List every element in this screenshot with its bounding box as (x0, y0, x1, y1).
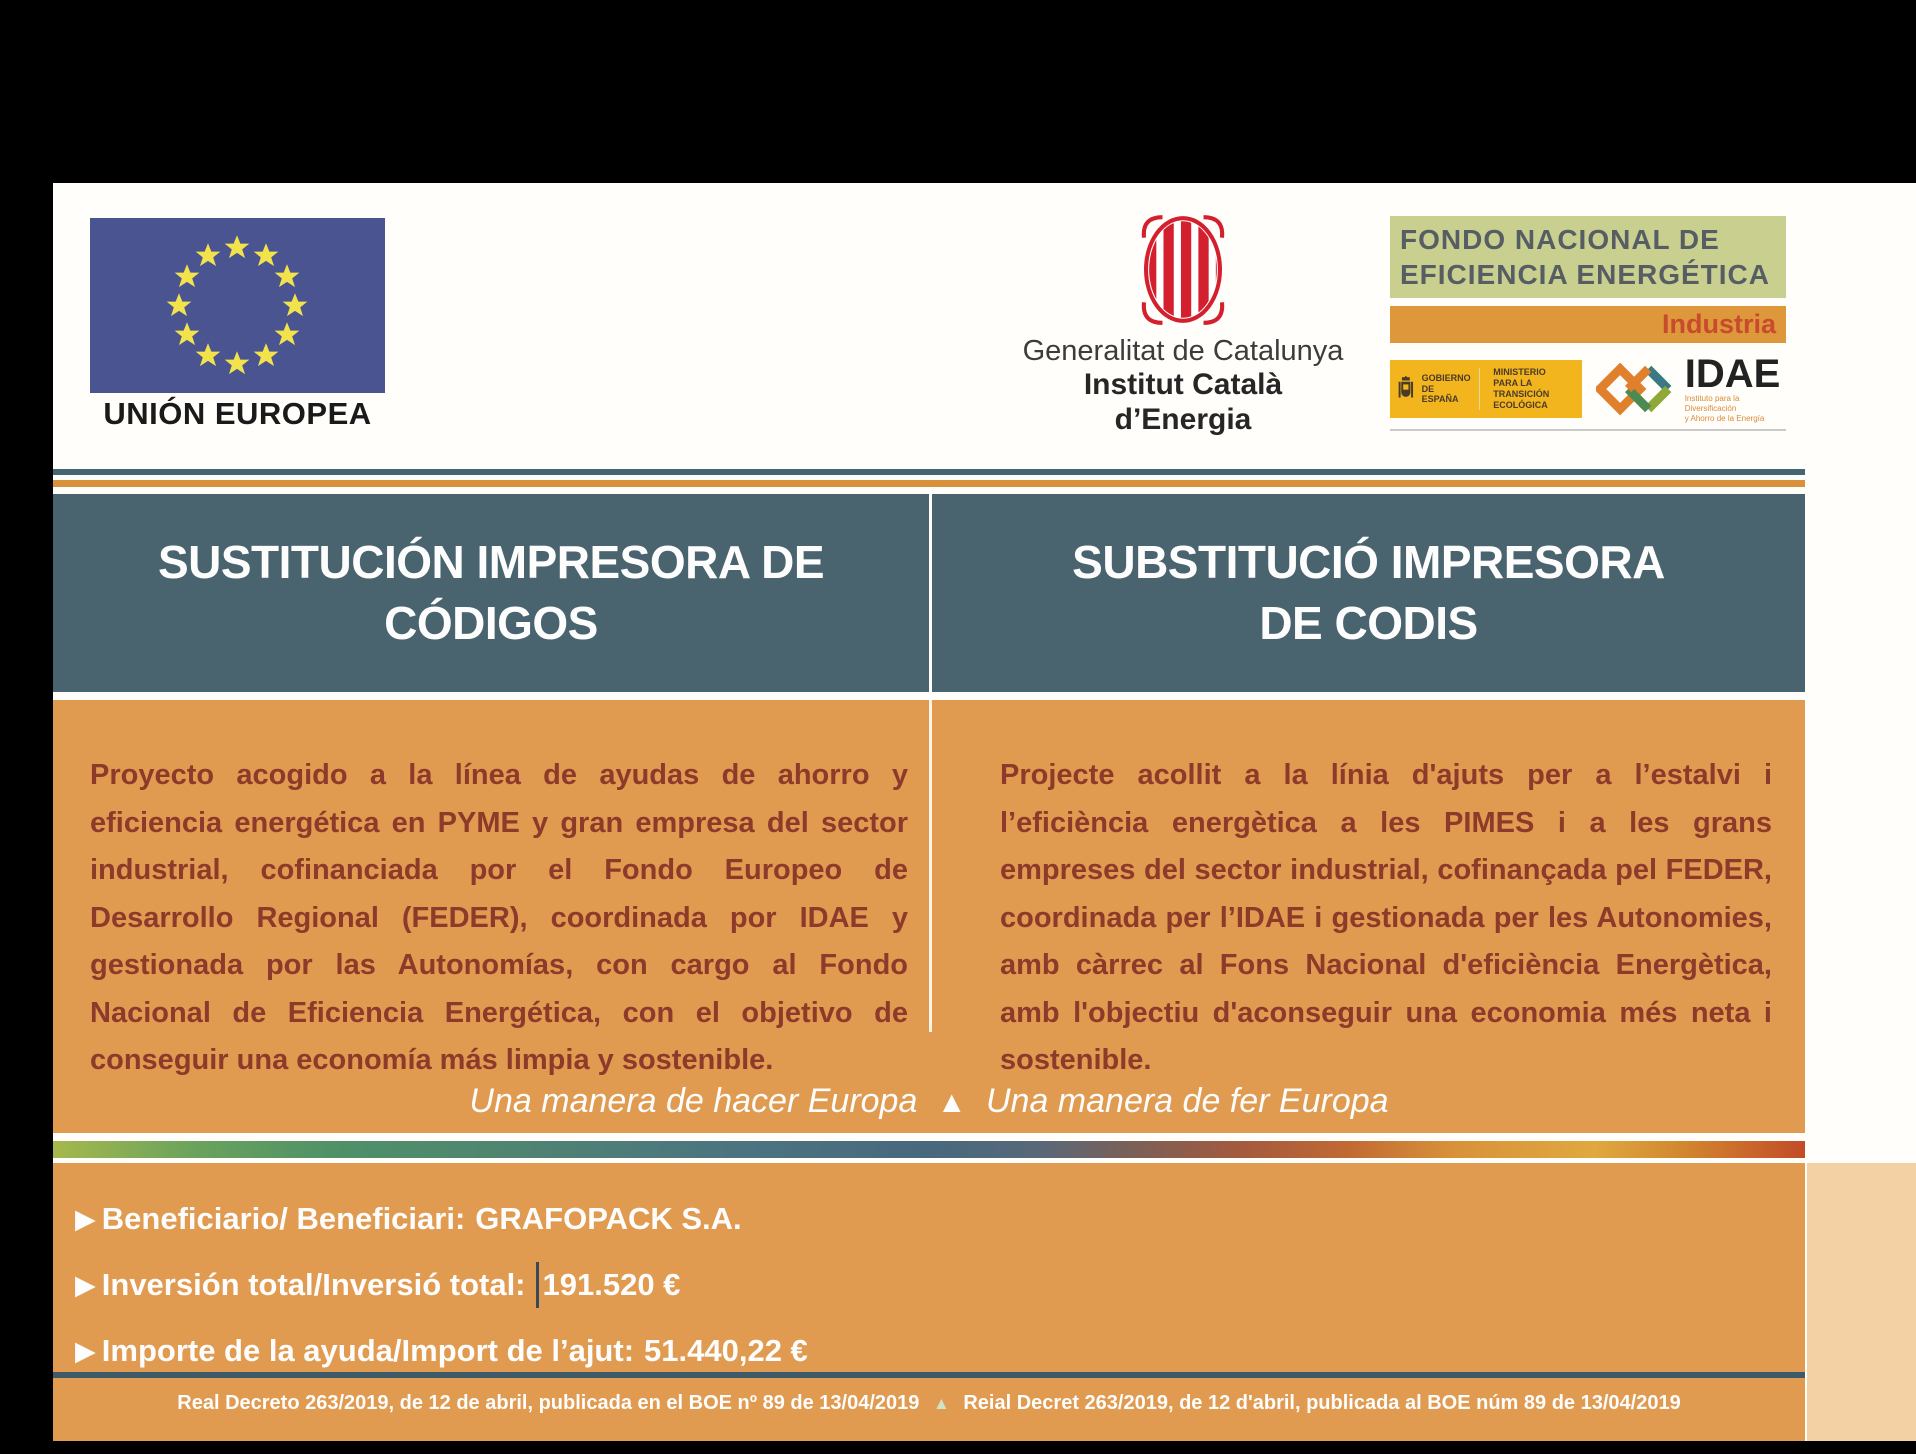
footer-rule (53, 1372, 1805, 1378)
column-divider (929, 700, 932, 1032)
eu-logo-block (90, 218, 385, 432)
generalitat-name: Generalitat de Catalunya (1022, 335, 1344, 367)
text-cursor[interactable] (536, 1262, 539, 1308)
peach-side-panel (1807, 1163, 1916, 1441)
fondo-title-line2: EFICIENCIA ENERGÉTICA (1400, 259, 1770, 290)
fondo-title-box (1390, 216, 1786, 298)
bottom-black-strip (0, 1441, 1916, 1454)
eu-label: UNIÓN EUROPEA (103, 396, 372, 431)
logo-header-row (53, 183, 1805, 469)
motto-catalan: Una manera de fer Europa (985, 1082, 1389, 1120)
bullet-triangle-icon: ▶ (75, 1269, 96, 1300)
document-page (53, 183, 1916, 1441)
title-es-line1: SUSTITUCIÓN IMPRESORA DE (157, 536, 825, 589)
fondo-underline (1390, 429, 1786, 431)
bullet-triangle-icon: ▶ (75, 1203, 96, 1234)
gobierno-label: GOBIERNO DE ESPAÑA (1421, 372, 1471, 405)
beneficiary-section (53, 1163, 1805, 1441)
bullet-triangle-icon: ▶ (75, 1335, 96, 1366)
title-ca-line1: SUBSTITUCIÓ IMPRESORA (1072, 536, 1665, 589)
idae-name: IDAE (1684, 352, 1781, 396)
aid-amount-label: Importe de la ayuda/Import de l’ajut: (101, 1333, 635, 1368)
industria-bar (1390, 306, 1786, 343)
idae-logo-icon (1596, 358, 1676, 420)
aid-amount-value: 51.440,22 € (644, 1333, 808, 1368)
fondo-logo-block (1390, 216, 1786, 431)
generalitat-emblem-icon (1131, 211, 1235, 329)
motto-separator-triangle-icon: ▲ (936, 1086, 967, 1119)
generalitat-logo-block (963, 211, 1403, 437)
title-es-line2: CÓDIGOS (384, 597, 598, 649)
description-section (53, 700, 1805, 1133)
investment-row (75, 1262, 680, 1308)
gobierno-espana-logo (1390, 360, 1582, 418)
title-spanish (53, 494, 929, 692)
idae-logo-block (1596, 354, 1786, 424)
government-logos-row (1390, 352, 1786, 423)
industria-label: Industria (1661, 309, 1776, 339)
eu-flag-icon (90, 218, 385, 393)
orange-hairline (53, 480, 1805, 487)
motto-line (53, 1082, 1805, 1121)
ministerio-label: MINISTERIO PARA LA TRANSICIÓN ECOLÓGICA (1493, 367, 1550, 410)
footer-decree-line (53, 1392, 1805, 1415)
beneficiary-row (75, 1196, 742, 1242)
teal-hairline (53, 469, 1805, 475)
energia-name: d’Energia (1114, 402, 1252, 436)
motto-spanish: Una manera de hacer Europa (469, 1082, 918, 1120)
institut-name: Institut Català (1083, 368, 1283, 401)
investment-value[interactable]: 191.520 € (542, 1267, 681, 1302)
beneficiary-label: Beneficiario/ Beneficiari: (101, 1201, 466, 1236)
footer-catalan: Reial Decret 263/2019, de 12 d'abril, publicada al BOE núm 89 de 13/04/2019 (963, 1392, 1681, 1414)
footer-spanish: Real Decreto 263/2019, de 12 de abril, publicada en el BOE nº 89 de 13/04/2019 (177, 1392, 920, 1414)
investment-label: Inversión total/Inversió total: (101, 1267, 526, 1302)
paragraph-catalan: Projecte acollit a la línia d'ajuts per a l’estalvi i l’eficiència energètica a les PIMES i a les grans empreses del sector industrial, cofinançada pel FEDER, coordinada per l’IDAE i gestionada per les Autonomies, amb càrrec al Fons Nacional d'eficiència Energètica, amb l'objectiu d'aconseguir una economia més neta i sostenible. (1000, 759, 1772, 1077)
footer-separator-triangle-icon: ▲ (932, 1394, 950, 1413)
aid-amount-row (75, 1328, 808, 1374)
beneficiary-value: GRAFOPACK S.A. (475, 1201, 742, 1236)
gradient-stripe (53, 1141, 1805, 1158)
content-column (53, 183, 1805, 1441)
paragraph-spanish: Proyecto acogido a la línea de ayudas de ahorro y eficiencia energética en PYME y gran empresa del sector industrial, cofinanciada por el Fondo Europeo de Desarrollo Regional (FEDER), coordinada por IDAE y gestionada por las Autonomías, con cargo al Fondo Nacional de Eficiencia Energética, con el objetivo de conseguir una economía más limpia y sostenible. (90, 759, 908, 1077)
title-ca-line2: DE CODIS (1259, 597, 1478, 649)
title-catalan (932, 494, 1805, 692)
fondo-title-line1: FONDO NACIONAL DE (1400, 224, 1720, 255)
gov-divider (1479, 368, 1480, 410)
idae-caption: Instituto para la Diversificación y Ahorro de la Energía (1684, 394, 1765, 423)
coat-of-arms-icon (1396, 366, 1416, 412)
title-band (53, 494, 1805, 692)
